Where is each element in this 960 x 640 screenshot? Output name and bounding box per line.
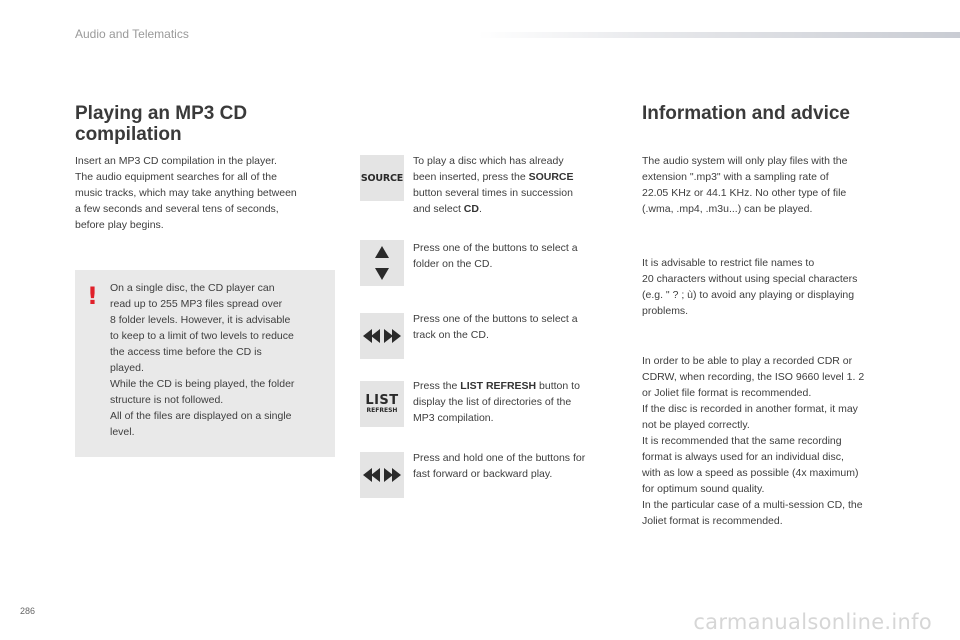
list-label: LIST (365, 393, 399, 408)
text-line: a few seconds and several tens of seconds, (75, 203, 279, 215)
text-line: level. (110, 426, 135, 438)
cd-keyword: CD (463, 203, 479, 215)
text-fragment: . (478, 203, 482, 215)
text-line: or Joliet file format is recommended. (642, 387, 812, 399)
title-line: Playing an MP3 CD (75, 103, 248, 124)
text-line: It is advisable to restrict file names to (642, 257, 815, 269)
text-line: for optimum sound quality. (642, 483, 765, 495)
text-line: track on the CD. (413, 329, 489, 341)
text-line: If the disc is recorded in another format, it may (642, 403, 858, 415)
text-line: the access time before the CD is (110, 346, 262, 358)
text-line: To play a disc which has already (413, 155, 564, 167)
text-line (413, 169, 623, 185)
warning-text (110, 280, 294, 440)
text-line: to keep to a limit of two levels to reduce (110, 330, 294, 342)
text-line: In the particular case of a multi-session CD, the (642, 499, 863, 511)
text-line: Press one of the buttons to select a (413, 242, 578, 254)
text-fragment: and select (413, 203, 464, 215)
text-line: fast forward or backward play. (413, 468, 553, 480)
text-line (413, 378, 623, 394)
source-description (413, 153, 623, 217)
text-line: 20 characters without using special characters (642, 273, 858, 285)
source-label: SOURCE (360, 172, 404, 184)
text-line: with as low a speed as possible (4x maximum) (642, 467, 859, 479)
text-line: The audio system will only play files with the (642, 155, 848, 167)
text-line: While the CD is being played, the folder (110, 378, 295, 390)
page-number: 286 (20, 606, 36, 616)
text-line: not be played correctly. (642, 419, 750, 431)
info-paragraph-1 (642, 153, 917, 217)
list-refresh-description (413, 378, 623, 426)
source-keyword: SOURCE (528, 171, 574, 183)
page-title (75, 103, 247, 145)
text-line: (.wma, .mp4, .m3u...) can be played. (642, 203, 813, 215)
text-line: All of the files are displayed on a single (110, 410, 292, 422)
track-prev-next-icon (360, 313, 404, 359)
text-line: structure is not followed. (110, 394, 224, 406)
intro-paragraph (75, 153, 345, 233)
text-line: problems. (642, 305, 689, 317)
text-line: before play begins. (75, 219, 164, 231)
text-line: The audio equipment searches for all of the (75, 171, 277, 183)
text-line: extension ".mp3" with a sampling rate of (642, 171, 829, 183)
text-line: read up to 255 MP3 files spread over (110, 298, 283, 310)
list-refresh-button-icon (360, 381, 404, 427)
text-line: 22.05 KHz or 44.1 KHz. No other type of file (642, 187, 847, 199)
text-fragment: Press the (413, 380, 461, 392)
text-line: 8 folder levels. However, it is advisable (110, 314, 291, 326)
text-line: It is recommended that the same recording (642, 435, 842, 447)
text-line: MP3 compilation. (413, 412, 494, 424)
text-line: button several times in succession (413, 187, 573, 199)
header-bar (478, 32, 960, 38)
prev-next-arrows-icon (363, 328, 401, 344)
fast-play-description (413, 450, 628, 482)
watermark: carmanualsonline.info (693, 610, 932, 634)
text-line: Press one of the buttons to select a (413, 313, 578, 325)
text-fragment: been inserted, press the (413, 171, 529, 183)
info-paragraph-3 (642, 353, 917, 529)
text-line: In order to be able to play a recorded CDR or (642, 355, 853, 367)
warning-icon: ! (87, 282, 98, 310)
text-line: Joliet format is recommended. (642, 515, 783, 527)
info-paragraph-2 (642, 255, 917, 319)
source-button-icon (360, 155, 404, 201)
folder-description (413, 240, 623, 272)
text-line: Insert an MP3 CD compilation in the player. (75, 155, 277, 167)
text-line: music tracks, which may take anything between (75, 187, 297, 199)
text-line: format is always used for an individual disc, (642, 451, 844, 463)
up-down-arrows-icon (372, 244, 392, 282)
warning-box (75, 270, 335, 457)
text-line (413, 201, 623, 217)
text-line: display the list of directories of the (413, 396, 572, 408)
text-fragment: button to (536, 380, 580, 392)
text-line: CDRW, when recording, the ISO 9660 level 1. 2 (642, 371, 865, 383)
fast-arrows-icon (363, 467, 401, 483)
fast-forward-rewind-icon (360, 452, 404, 498)
text-line: Press and hold one of the buttons for (413, 452, 586, 464)
track-description (413, 311, 623, 343)
text-line: (e.g. " ? ; ù) to avoid any playing or displaying (642, 289, 855, 301)
section-header: Audio and Telematics (75, 27, 189, 41)
folder-up-down-icon (360, 240, 404, 286)
list-refresh-keyword: LIST REFRESH (460, 380, 537, 392)
title-line: compilation (75, 124, 182, 145)
text-line: folder on the CD. (413, 258, 493, 270)
text-line: played. (110, 362, 144, 374)
info-title (642, 103, 850, 124)
title-line: Information and advice (642, 103, 850, 124)
refresh-label: REFRESH (366, 407, 398, 414)
text-line: On a single disc, the CD player can (110, 282, 275, 294)
